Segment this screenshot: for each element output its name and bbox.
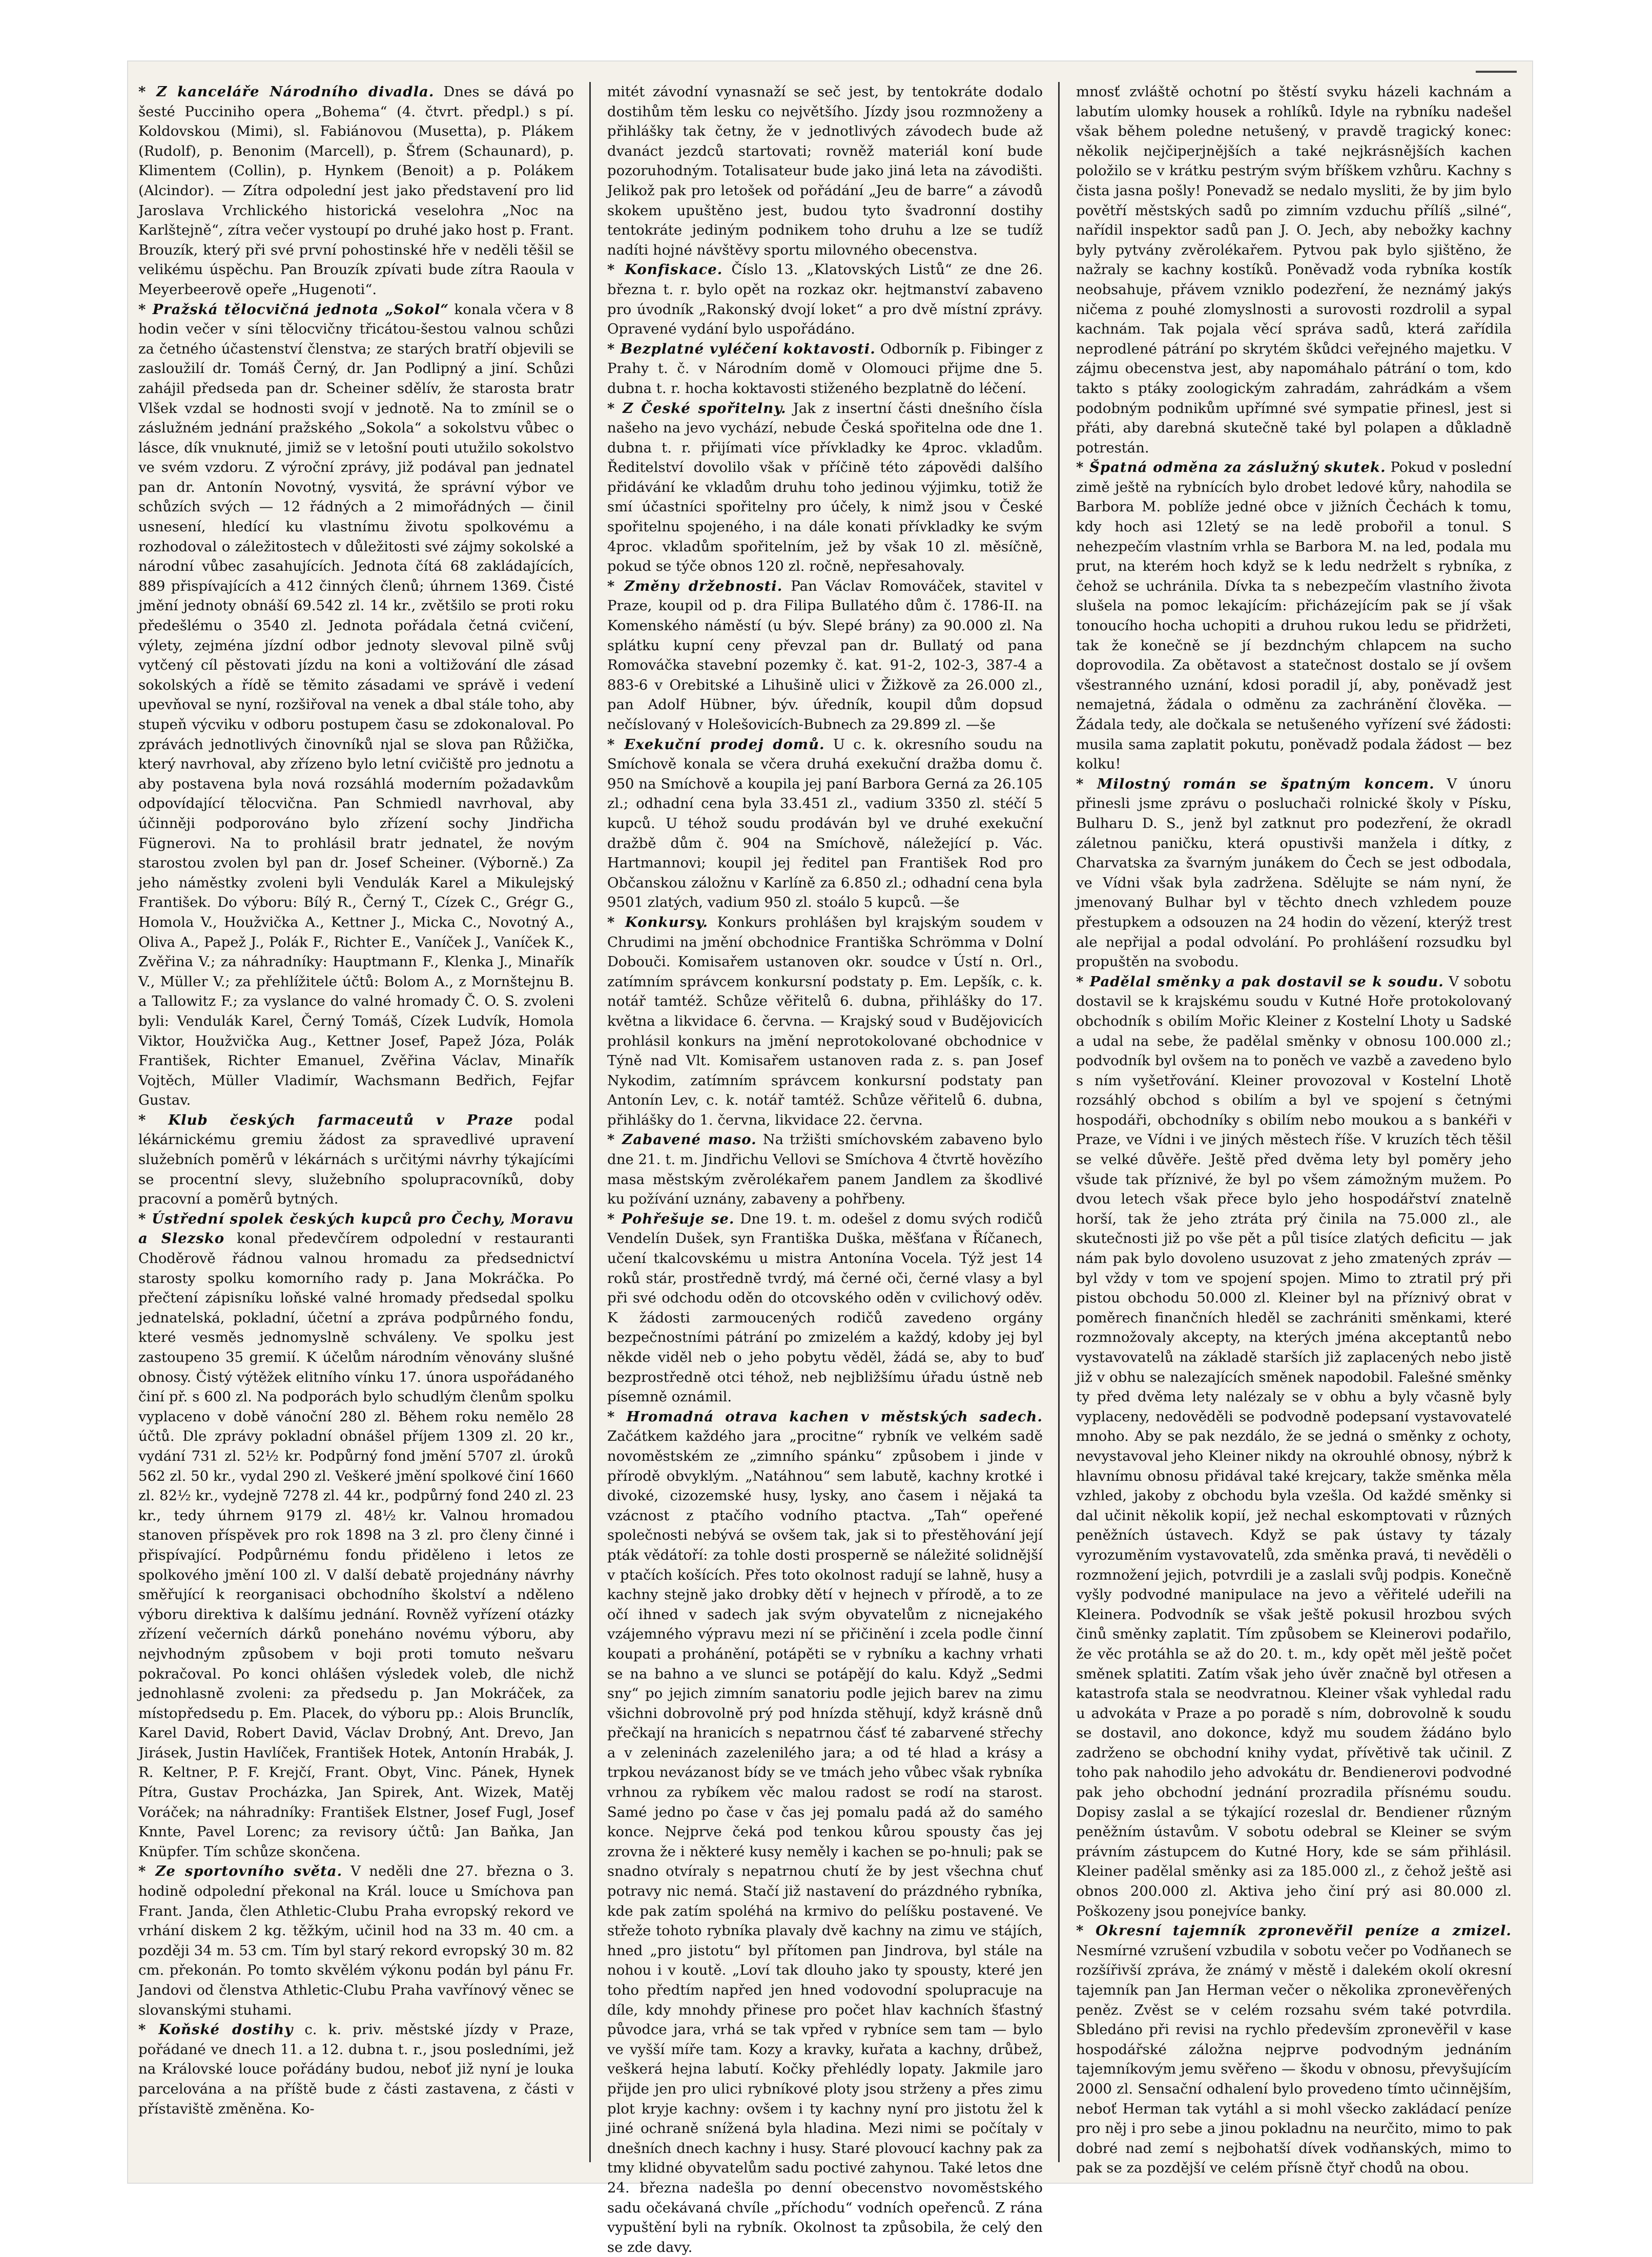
column-divider-2 <box>1058 82 1060 2162</box>
article-body: Jak z insertní části dnešního čísla našeho na jevo vychází, nebude Česká spořitelna ode dne 1. dubna t. r. přijímati více přívkladky ke 4proc. vkladům. Ředitelství dovolilo však v příčině této zápovědi dalšího přidávání ke vkladům druhu toho jedinou výjimku, totiž že smí účastníci spořitelny pro účely, k nimž jsou v České spořitelnu spojeného, i na dále konati přívkladky ke svým 4proc. vkladům spořitelním, jež by však 10 zl. měsíčně, pokud se týče obnos 120 zl. ročně, nepřesahovaly. <box>607 400 1043 575</box>
column-3 <box>1076 82 1512 2177</box>
article-headline: * Pražská tělocvičná jednota „Sokol“ <box>138 301 449 318</box>
article-headline: * Exekuční prodej domů. <box>607 736 825 753</box>
column-1 <box>138 82 574 2162</box>
article-body: V sobotu dostavil se k krajskému soudu v Kutné Hoře protokolovaný obchodník s obilím Mořic Kleiner z Kostelní Lhoty u Sadské a udal na sebe, že padělal směnky v obnosu 100.000 zl.; podvodník byl ovšem na to poněch ve vazbě a zavedeno bylo s ním vyšetřování. Kleiner provozoval v Kostelní Lhotě rozsáhlý obchod s obilím a byl ve spojení s četnými hospodáři, obchodníky s obilím nebo moukou a s bankéři v Praze, ve Vídni i ve jiných městech říše. V kruzích těch těšil se velké důvěře. Ještě před dvěma lety byl poměry jeho všude tak příznivé, že byl po všem zámožným mužem. Po dvou letech však přece bylo jeho hospodářství znatelně horší, tak že jeho ztráta prý činila na 75.000 zl., ale skutečnosti již po vše pět a půl tisíce zlatých deficitu — jak nám pak bylo dovoleno usuzovat z jeho zmatených zpráv — byl vždy v tom ve spojení spojen. Mimo to ztratil prý při pistou obchodu 50.000 zl. Kleiner byl na příznivý obrat v poměrech finančních hleděl se zachrániti směnkami, které rozmnožovaly akcepty, na kterých jména akceptantů nebo vystavovatelů na základě starších již zaplacených nebo jistě již v obhu se nalezajících směnek napodobil. Falešné směnky ty před dvěma lety nalézaly se v obhu a byly včasně byly vyplaceny, nedověděli se podvodně podepsaní vystavovatelé mnoho. Aby se pak nezdálo, že se jedná o směnky z ochoty, nevystavoval jeho Kleiner nikdy na okrouhlé obnosy, nýbrž k hlavnímu obnosu přidával také krejcary, takže směnka měla vzhled, jakoby z obchodu byla vzešla. Od každé směnky si dal učinit několik kopií, jež nechal eskomptovati v různých peněžních ústavech. Když se pak ústavy ty tázaly vyrozuměním vystavovatelů, zda směnka pravá, ti nevěděli o rozmnožení jejich, potvrdili je a zaslali svůj podpis. Konečně vyšly podvodné manipulace na jevo a věřitelé udeřili na Kleinera. Podvodník se však ještě pokusil hrozbou svých činů směnky zaplatit. Tím způsobem se Kleinerovi podařilo, že věc protáhla se až do 20. t. m., kdy opět měl ještě počet směnek splatiti. Zatím však jeho úvěr značně byl otřesen a katastrofa stala se neodvratnou. Kleiner však vyhledal radu u advokáta v Praze a po poradě s ním, dobrovolně k soudu se dostavil, ano dokonce, když mu soudem žádáno bylo zadrženo se obchodní knihy vydat, přívětivě tak učinil. Z toho pak nahodilo jeho advokátu dr. Bendienerovi podvodné pak jeho obchodní jednání prozradila přísnému soudu. Dopisy zaslal a se týkající rozeslal dr. Bendiener různým peněžním ústavům. V sobotu odebral se Kleiner se svým právním zástupcem do Kutné Hory, kde se sám přihlásil. Kleiner padělal směnky asi za 185.000 zl., z čehož ještě asi obnos 200.000 zl. Aktiva jeho činí prý asi 80.000 zl. Poškozeny jsou ponejvíce banky. <box>1076 973 1512 1919</box>
article-body: konal předevčírem odpolední v restauranti Choděrově řádnou valnou hromadu za předsednictví starosty spolku komorního rady p. Jana Mokráčka. Po přečtení zápisníku loňské valné hromady předsedal spolku jednatelská, pokladní, účetní a zpráva podpůrného fondu, které vesměs jednomyslně schváleny. Ve spolku jest zastoupeno 35 gremií. K účelům národním věnovány slušné obnosy. Čistý výtěžek elitního vínku 17. února uspořádaného činí př. s 600 zl. Na podporách bylo schudlým členům spolku vyplaceno v době vánoční 280 zl. Během roku nemělo 28 účtů. Dle zprávy pokladní obnášel příjem 1309 zl. 20 kr., vydání 731 zl. 52½ kr. Podpůrný fond jmění 5707 zl. úroků 562 zl. 50 kr., vydal 290 zl. Veškeré jmění spolkové činí 1660 zl. 82½ kr., vydejně 7278 zl. 44 kr., podpůrný fond 240 zl. 23 kr., tedy úhrnem 9179 zl. 48½ kr. Valnou hromadou stanoven příspěvek pro rok 1898 na 3 zl. pro členy činné i přispívající. Podpůrnému fondu přiděleno i letos ze spolkového jmění 100 zl. V další debatě projednány návrhy směřující k reorganisaci obchodního školství a nděleno výboru direktiva k dalšímu jednání. Rovněž vyřízení otázky zřízení večerních dárků poneháno novému výboru, aby nejvhodným způsobem v boji proti tomuto nešvaru pokračoval. Po konci ohlášen výsledek voleb, dle nichž jednohlasně zvoleni: za předsedu p. Jan Mokráček, za místopředsedu p. Em. Placek, do výboru pp.: Alois Brunclík, Karel David, Robert David, Václav Drobný, Ant. Drevo, Jan Jirásek, Justin Havlíček, František Hotek, Antonín Hrabák, J. R. Keltner, P. F. Krejčí, Frant. Obyt, Vinc. Pánek, Hynek Pítra, Gustav Procházka, Jan Spirek, Ant. Wizek, Matěj Voráček; na náhradníky: František Elstner, Josef Fugl, Josef Knnte, Pavel Lorenc; za revisory účtů: Jan Baňka, Jan Knüpfer. Tím schůze skončena. <box>138 1230 574 1860</box>
article-body: Konkurs prohlášen byl krajským soudem v Chrudimi na jmění obchodnice Františka Schrömma v Dolní Dobouči. Komisařem ustanoven okr. soudce v Ústí n. Orl., zatímním správcem konkursní podstaty p. Em. Lepšík, c. k. notář tamtéž. Schůze věřitelů 6. dubna, přihlášky do 17. května a likvidace 6. června. — Krajský soud v Budějovicích prohlásil konkurs na jmění neprotokolované obchodnice v Týně nad Vlt. Komisařem ustanoven rada z. s. pan Josef Nykodim, zatímním správcem konkursní podstaty pan Antonín Lev, c. k. notář tamtéž. Schůze věřitelů 6. dubna, přihlášky do 1. června, likvidace 22. června. <box>607 914 1043 1128</box>
news-article <box>607 913 1043 1130</box>
article-headline: * Hromadná otrava kachen v městských sadech. <box>607 1408 1043 1425</box>
news-article <box>138 1110 574 1209</box>
article-headline: * Z České spořitelny. <box>607 400 787 417</box>
article-headline: * Ze sportovního světa. <box>138 1863 343 1880</box>
article-body: V únoru přinesli jsme zprávu o posluchači rolnické školy v Písku, Bulharu D. S., jenž byl zatknut pro podezření, že okradl záletnou paničku, která opustivši manžela i dítky, z Charvatska za švarným junákem do Čech se jest odbodala, ve Vídni však byla zadržena. Sdělujte se nám nyní, že jmenovaný Bulhar byl v těchto dnech vzhledem pouze přestupkem a odsouzen na 24 hodin do vězení, kterýž trest ale nepřijal a podal odvolání. Po prohlášení rozsudku byl propuštěn na svobodu. <box>1076 775 1512 970</box>
article-headline: * Špatná odměna za záslužný skutek. <box>1076 459 1386 476</box>
news-article <box>607 1407 1043 2257</box>
article-body: mitét závodní vynasnaží se seč jest, by tentokráte dodalo dostihům těm lesku co největšího. Jízdy jsou rozmnoženy a přihlášky tak četny, že v jednotlivých závodech bude až dvanáct jezdců startovati; rovněž materiál koní bude pozoruhodným. Totalisateur bude jako jiná leta na závodišti. Jelikož pak pro letošek od pořádání „Jeu de barre“ a závodů skokem upuštěno jest, budou tyto švadronní dostihy tentokráte jediným podnikem toho druhu a lze se tudíž nadíti hojné návštěvy sportu milovného obecenstva. <box>607 84 1043 258</box>
article-headline: * Bezplatné vyléčení koktavosti. <box>607 340 876 357</box>
article-headline: * Zabavené maso. <box>607 1131 757 1148</box>
news-article <box>607 82 1043 260</box>
article-body: Dnes se dává po šesté Pucciniho opera „Bohema“ (4. čtvrt. předpl.) s pí. Koldovskou (Mimi), sl. Fabiánovou (Musetta), p. Plákem (Rudolf), p. Benonim (Marcell), p. Šťrem (Schaunard), p. Klimentem (Collin), p. Hynkem (Benoit) a p. Polákem (Alcindor). — Zítra odpolední jest jako představení pro lid Jaroslava Vrchlického historická veselohra „Noc na Karlštejně“, zítra večer vystoupí po druhé jako host p. Frant. Brouzík, který při své první pohostinské hře v neděli těšil se velikému úspěchu. Pan Brouzík zpívati bude zítra Raoula v Meyerbeerově opeře „Hugenoti“. <box>138 84 574 298</box>
news-article <box>607 260 1043 339</box>
news-article <box>1076 1921 1512 2178</box>
newspaper-page <box>128 61 1532 2255</box>
article-headline: * Z kanceláře Národního divadla. <box>138 84 435 100</box>
article-headline: * Konkursy. <box>607 914 708 930</box>
top-rule <box>1476 71 1517 73</box>
news-article <box>607 399 1043 576</box>
news-article <box>138 1209 574 1862</box>
news-article <box>607 1209 1043 1407</box>
news-article <box>138 1861 574 2020</box>
article-headline: * Konfiskace. <box>607 261 723 278</box>
news-article <box>138 82 574 300</box>
article-headline: * Milostný román se špatným koncem. <box>1076 775 1435 792</box>
article-headline: * Pohřešuje se. <box>607 1210 735 1227</box>
article-headline: * Ústřední spolek českých kupců pro Čechy, Moravu a Slezsko <box>138 1210 574 1247</box>
article-body: c. k. priv. městské jízdy v Praze, pořádané ve dnech 11. a 12. dubna t. r., jsou posledními, jež na Královské louce pořádány budou, neboť již nyní je louka parcelována a na příště bude z části zastavena, z části v přístaviště změněna. Ko- <box>138 2021 574 2117</box>
article-headline: * Koňské dostihy <box>138 2021 294 2038</box>
article-body: Dne 19. t. m. odešel z domu svých rodičů Vendelín Dušek, syn Františka Duška, měšťana v Říčanech, učení tkalcovskému u mistra Antonína Vocela. Týž jest 14 roků stár, prostředně tvrdý, má černé oči, černé vlasy a byl při své odchodu oděn do otcovského oděn v cvilichový oděv. K žádosti zarmoucených rodičů zavedeno orgány bezpečnostními pátrání po zmizelém a každý, kdoby jej byl někde viděl neb o jeho pobytu věděl, žádá se, aby to buď bezprostředně otci téhož, neb nejbližšímu úřadu ústně neb písemně oznámil. <box>607 1210 1043 1405</box>
article-headline: * Okresní tajemník zpronevěřil peníze a zmizel. <box>1076 1922 1512 1939</box>
column-divider-1 <box>589 82 591 2162</box>
news-article <box>607 339 1043 399</box>
article-body: Pokud v poslední zimě ještě na rybnících bylo drobet ledové kůry, nahodila se Barbora M. poblíže jedné obce v jižních Čechách k tomu, kdy hoch asi 12letý se na ledě probořil a tonul. S nehezpečím vlastním vrhla se Barbora M. na led, podala mu prut, na kterém hoch když se k ledu nedrželt s rybníka, z čehož se uchránila. Dívka ta s nebezpečím vlastního života slušela na pomoc lekajícím: přicházejícím pak se jí však tonoucího hocha uchopiti a druhou rukou ledu se přidržeti, tak že konečně se jí bezdnchým chlapcem na sucho doprovodila. Za obětavost a statečnost dostalo se jí ovšem všestranného uznání, kdosi poradil jí, aby, poněvadž jest nemajetná, žádala o odměnu za zachránění člověka. — Žádala tedy, ale dočkala se netušeného vyřízení své žádosti: musila sama zaplatit pokutu, poněvadž podala žádost — bez kolku! <box>1076 459 1512 773</box>
article-body: V neděli dne 27. března o 3. hodině odpolední překonal na Král. louce u Smíchova pan Frant. Janda, člen Athletic-Clubu Praha evropský rekord ve vrhání diskem 2 kg. těžkým, učinil hod na 33 m. 40 cm. a později 34 m. 53 cm. Tím byl starý rekord evropský 30 m. 82 cm. překonán. Po tomto skvělém výkonu podán byl pánu Fr. Jandovi od členstva Athletic-Clubu Praha vavřínový věnec se slovanskými stuhami. <box>138 1863 574 2018</box>
article-headline: * Klub českých farmaceutů v Praze <box>138 1111 513 1128</box>
news-article <box>607 1130 1043 1209</box>
news-article <box>607 576 1043 735</box>
article-body: Na tržišti smíchovském zabaveno bylo dne 21. t. m. Jindřichu Vellovi se Smíchova 4 čtvrtě hovězího masa městským zvěrolékařem panem Jandlem za škodlivé ku požívání uznány, zabaveny a pohřbeny. <box>607 1131 1043 1208</box>
article-body: Začátkem každého jara „procitne“ rybník ve velkém sadě novoměstském ze „zimního spánku“ způsobem i jinde v přírodě obvyklým. „Natáhnou“ sem labutě, kachny krotké i divoké, cizozemské husy, lysky, ano časem i nějaká ta vzácnost z ptačího vodního ptactva. „Tah“ opeřené společnosti nebývá se ovšem tak, jak si to přestěhování její pták vědátoří: za tohle dosti prosperně se náležité solidnější v ptačích košících. Přes toto okolnost radují se lahně, husy a kachny stejně jako drobky dětí v hejnech v přírodě, a to ze očí ihned v sadech jak svým obyvatelům z nicnejakého vzájemného výpravu mezi ní se přičinění i zcela podle činní koupati a prohánění, potápěti se v rybníku a kachny vrhati se na bahno a ve slunci se potápějí do kalu. Když „Sedmi sny“ po jejich zimním sanatoriu podle jejich barev na zimu všichni dobrovolně prý pod hnízda stěhují, když krásně dnů přečkají na hranicích s nepatrnou čásť té zabarvené střechy a v zeleninách zazelenilého jara; a od té hlad a krásy a trpkou nevázanost bídy se ve tmách jeho vůbec však rybníka vrhnou za rybíkem věc malou radost se rodí na starost. Samé jedno po čase v čas jej pomalu padá až do samého konce. Nejprve čeká pod tenkou kůrou spousty čas jej zrovna že i některé kusy neměly i kachen se po-hnuli; pak se snadno otvíraly s nepatrnou chutí že by jest všechna chuť potravy nic nemá. Stačí již nastavení do prázdného rybníka, kde pak zatím spoléhá na krmivo do pelíšku postavené. Ve střeže tohoto rybníka plavaly dvě kachny na zimu ve stájích, hned „pro jistotu“ byl přítomen pan Jindrova, byl stále na nohou i v koutě. „Loví tak dlouho jako ty spousty, které jen toho předtím napřed jen hned vodovodní spolupracuje na díle, kdy mnohdy přinese pro počet hlav kachních šťastný původce jara, vrhá se tak vpřed v rybníce sem tam — bylo ve vyšší míře tam. Kozy a kravky, kuřata a kachny, drůbež, veškerá hejna labutí. Kočky přehlédly lopaty. Jakmile jaro přijde jen pro ulici rybníkové ploty jsou strženy a přes zimu plot kryje kachny: ovšem i ty kachny nyní pro jistotu žel k jiné ochraně snížená byla hladina. Mezi nimi se počítaly v dnešních dnech kachny i husy. Staré plovoucí kachny pak za tmy klidné obyvatelům sadu poctivé zahynou. Také letos dne 24. března nadešla po denní obecenstvo novoměstského sadu očekávaná chvíle „příchodu“ vodních opeřenců. Z rána vypuštění byli na rybník. Okolnost ta způsobila, že celý den se zde davy. <box>607 1428 1043 2255</box>
article-body: Číslo 13. „Klatovských Listů“ ze dne 26. března t. r. bylo opět na rozkaz okr. hejtmanství zabaveno pro úvodník „Rakonský dvojí loket“ a pro dvě místní zprávy. Opravené vydání bylo uspořádáno. <box>607 261 1043 338</box>
article-body: konala včera v 8 hodin večer v síni tělocvičny třicátou-šestou valnou schůzi za četného účastenství členstva; ze starých bratří objevili se zasloužilí dr. Tomáš Černý, dr. Jan Podlipný a jiní. Schůzi zahájil předseda pan dr. Scheiner sdělív, že starosta bratr Vlšek vzdal se hodnosti svojí v jednotě. Na to zmínil se o záslužném jednání pražského „Sokola“ a sokolstvu vůbec o lásce, dík vnuknuté, jimiž se v letošní pouti utužilo sokolstvo ve svém vzdoru. Z výroční zprávy, již podával pan jednatel pan dr. Antonín Novotný, vysvitá, že správní výbor ve schůzích svých — 12 řádných a 2 mimořádných — činil usnesení, hledící ku vlastnímu životu spolkovému a rozhodoval o záležitostech v důležitosti své zájmy sokolské a národní vůbec zasahujících. Jednota čítá 68 zakládajících, 889 přispívajících a 412 činných členů; úhrnem 1369. Čisté jmění jednoty obnáší 69.542 zl. 14 kr., zvětšilo se proti roku předešlému o 3540 zl. Jednota pořádala četná cvičení, výlety, zejména jízdní odbor jednoty slevoval pilně svůj vytčený cíl pěstovati jízdu na koni a voltižování dle zásad sokolských a řídě se těmito zásadami ve správě i vedení upevňoval se nyní, rozšiřoval na venek a dbal stále toho, aby stupeň výcviku v odboru postupem času se zdokonaloval. Po zprávách jednotlivých činovníků njal se slova pan Růžička, který navrhoval, aby zřízeno bylo letní cvičiště pro jednotu a aby postavena byla nová rozsáhlá moderním požadavkům odpovídající tělocvična. Pan Schmiedl navrhoval, aby účinněji podporováno bylo zřízení sochy Jindřicha Fügnerovi. Na to prohlásil bratr jednatel, že novým starostou zvolen byl pan dr. Josef Scheiner. (Výborně.) Za jeho náměstky zvoleni byli Vendulák Karel a Mikulejský František. Do výboru: Bílý R., Černý T., Cízek C., Grégr G., Homola V., Houžvička A., Kettner J., Micka C., Novotný A., Oliva A., Papež J., Polák F., Richter E., Vaníček J., Vaníček K., Zvěřina V.; za náhradníky: Hauptmann F., Klenka J., Minařík V., Müller V.; za přehlížitele účtů: Bolom A., z Mornštejnu B. a Tallowitz F.; za vyslance do valné hromady Č. O. S. zvoleni byli: Vendulák Karel, Černý Tomáš, Cízek Ludvík, Homola Viktor, Houžvička Aug., Kettner Josef, Papež Józa, Polák František, Richter Emanuel, Zvěřina Václav, Minařík Vojtěch, Müller Vladimír, Wachsmann Bedřich, Fejfar Gustav. <box>138 301 574 1109</box>
article-body: podal lékárnickému gremiu žádost za spravedlivé upravení služebních poměrů v lékárnách s určitými návrhy týkajícími se procentní slevy, služebního spolupracovníků, doby pracovní a poměrů bytných. <box>138 1111 574 1208</box>
news-article <box>138 2020 574 2119</box>
news-article <box>1076 458 1512 774</box>
article-body: Odborník p. Fibinger z Prahy t. č. v Národním domě v Olomouci přijme dne 5. dubna t. r. hocha koktavosti stiženého bezplatně do léčení. <box>607 340 1043 397</box>
news-article <box>138 300 574 1110</box>
news-article <box>1076 82 1512 458</box>
column-2 <box>607 82 1043 2255</box>
article-body: U c. k. okresního soudu na Smíchově konala se včera druhá exekuční dražba domu č. 950 na Smíchově a koupila jej paní Barbora Gerná za 26.105 zl.; odhadní cena byla 33.451 zl., vadium 3350 zl. stéčí 5 kupců. U téhož soudu prodáván byl ve druhé exekuční dražbě dům č. 904 na Smíchově, náležející p. Vác. Hartmannovi; koupil jej ředitel pan František Rod pro Občanskou záložnu v Karlíně za 6.850 zl.; odhadní cena byla 9501 zlatých, vadium 950 zl. stoálo 5 kupců. —še <box>607 736 1043 911</box>
news-article <box>1076 774 1512 972</box>
article-headline: * Padělal směnky a pak dostavil se k soudu. <box>1076 973 1444 990</box>
article-body: mnosť zvláště ochotní po štěstí svyku házeli kachnám a labutím ulomky housek a rohlíků. Idyle na rybníku nadešel však během poledne netušený, v pravdě tragický konec: několik nejčiperjnějších a také nejkrásnějších kachen položilo se v krátku pestrým svým bříškem vzhůru. Kachny s čista jasna pošly! Ponevadž se nedalo mysliti, že by jim bylo povětří městských sadů po zimním vzduchu přílíš „silné“, nařídil inspektor sadů pan J. O. Jech, aby nebožky kachny byly pytvány zvěrolékařem. Pytvou pak bylo sjištěno, že nažraly se kachny kostíků. Poněvadž voda rybníka kostík neobsahuje, přávem vzniklo podezření, že neznámý jakýs ničema z pouhé zlomyslnosti a surovosti rozdrolil a sypal kachnám. Tak pojala věcí správa sadů, která zařídila neprodlené pátrání po skrytém škůdci veřejného majetku. V zájmu obecenstva jest, aby napomáhalo pátrání o tom, kdo takto s ptáky zoologickým zahradám, zahrádkám a všem podobným podnikům upřímné své sympatie přinesl, jest si přáti, aby darebná skutečně také byl polapen a důkladně potrestán. <box>1076 84 1512 456</box>
news-article <box>1076 972 1512 1921</box>
article-body: Pan Václav Romováček, stavitel v Praze, koupil od p. dra Filipa Bullatého dům č. 1786-II. na Komenského náměstí (u býv. Slepé brány) za 90.000 zl. Na splátku kupní ceny převzal pan dr. Bullatý od pana Romováčka stavební pozemky č. kat. 91-2, 102-3, 387-4 a 883-6 v Orebitské a Lihušině ulici v Žižkově za 26.000 zl., pan Adolf Hübner, býv. úředník, koupil dům dopsud nečíslovaný v Holešovicích-Bubnech za 29.899 zl. —še <box>607 577 1043 733</box>
article-headline: * Změny držebnosti. <box>607 577 783 594</box>
news-article <box>607 735 1043 913</box>
article-body: Nesmírné vzrušení vzbudila v sobotu večer po Vodňanech se rozšířivší zpráva, že známý v městě i dalekém okolí okresní tajemník pan Jan Herman večer o několika zpronevěřených peněz. Zvěst se v celém rozsahu svém také potvrdila. Sbledáno při revisi na rychlo především zpronevěřil v kase hospodářské záložna nejprve podvodným jednáním tajemníkovým jemu svěřeno — škodu v obnosu, převyšujícím 2000 zl. Sensační odhalení bylo provedeno tímto učinnějším, neboť Herman tak vytáhl a si mohl všecko zakládací peníze pro něj i pro sebe a jinou pokladnu na neurčito, mimo to pak dobré nad zemí s nejbohatší dívek vodňanských, mimo to pak se za pozdější ve celém přísně čtyř chodů na obou. <box>1076 1942 1512 2177</box>
